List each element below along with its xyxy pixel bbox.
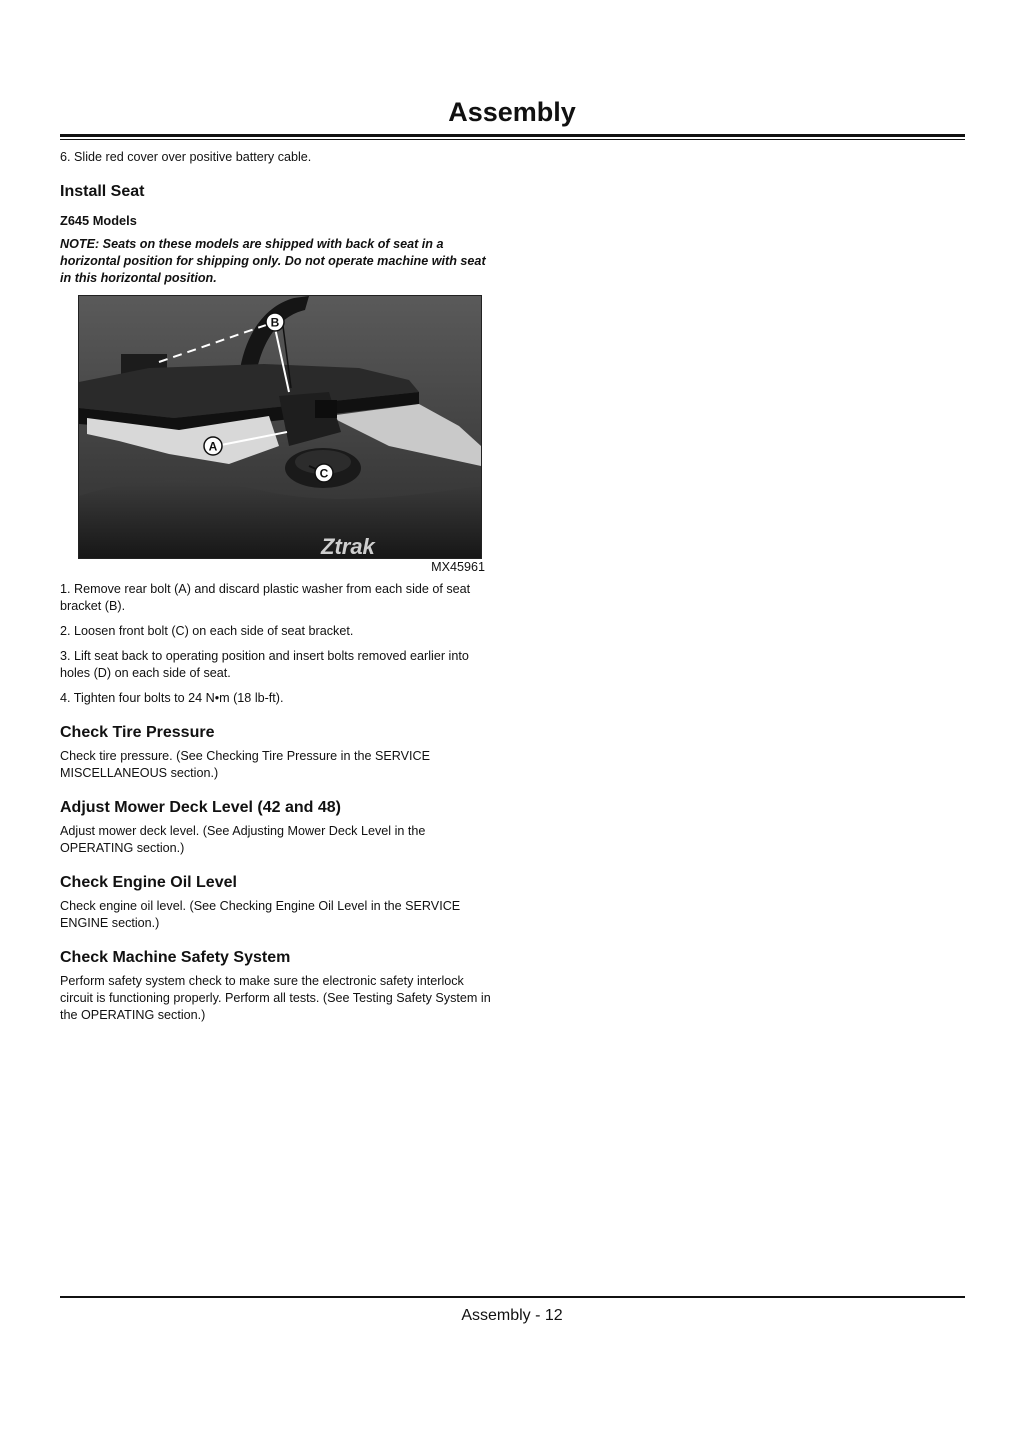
callout-a-label: A bbox=[208, 439, 218, 454]
footer-rule bbox=[60, 1296, 965, 1298]
engine-oil-body: Check engine oil level. (See Checking Engine Oil Level in the SERVICE ENGINE section.) bbox=[60, 899, 461, 930]
safety-system-body: Perform safety system check to make sure the electronic safety interlock circuit is functioning properly. Perform all tests. (See Testing Safety System in the OPERATING section.) bbox=[60, 974, 491, 1022]
seat-step-4: 4. Tighten four bolts to 24 N•m (18 lb-ft). bbox=[60, 691, 284, 705]
safety-system-heading: Check Machine Safety System bbox=[60, 949, 291, 966]
seat-step-3: 3. Lift seat back to operating position and insert bolts removed earlier into holes (D) on each side of seat. bbox=[60, 649, 469, 680]
engine-oil-heading: Check Engine Oil Level bbox=[60, 874, 237, 891]
intro-step: 6. Slide red cover over positive battery cable. bbox=[60, 150, 312, 164]
shipping-note: NOTE: Seats on these models are shipped with back of seat in a horizontal position for shipping only. Do not operate machine with seat in this horizontal position. bbox=[60, 237, 486, 285]
page-title: Assembly bbox=[448, 97, 576, 127]
tire-pressure-heading: Check Tire Pressure bbox=[60, 724, 215, 741]
callout-c-label: C bbox=[319, 466, 329, 481]
header-rule-thin bbox=[60, 139, 965, 140]
ztrak-decal: Ztrak bbox=[321, 534, 375, 558]
seat-step-2: 2. Loosen front bolt (C) on each side of seat bracket. bbox=[60, 624, 354, 638]
callout-b-label: B bbox=[270, 315, 280, 330]
seat-bracket-illustration bbox=[79, 296, 481, 558]
deck-level-body: Adjust mower deck level. (See Adjusting Mower Deck Level in the OPERATING section.) bbox=[60, 824, 426, 855]
seat-step-1: 1. Remove rear bolt (A) and discard plastic washer from each side of seat bracket (B). bbox=[60, 582, 471, 613]
page-number: Assembly - 12 bbox=[461, 1307, 563, 1324]
figure-id: MX45961 bbox=[431, 560, 485, 574]
model-subheading: Z645 Models bbox=[60, 213, 137, 228]
header-rule-thick bbox=[60, 134, 965, 137]
tire-pressure-body: Check tire pressure. (See Checking Tire Pressure in the SERVICE MISCELLANEOUS section.) bbox=[60, 749, 431, 780]
install-seat-heading: Install Seat bbox=[60, 183, 145, 200]
deck-level-heading: Adjust Mower Deck Level (42 and 48) bbox=[60, 799, 341, 816]
content-column bbox=[60, 149, 500, 1024]
seat-bracket-figure bbox=[78, 295, 482, 559]
